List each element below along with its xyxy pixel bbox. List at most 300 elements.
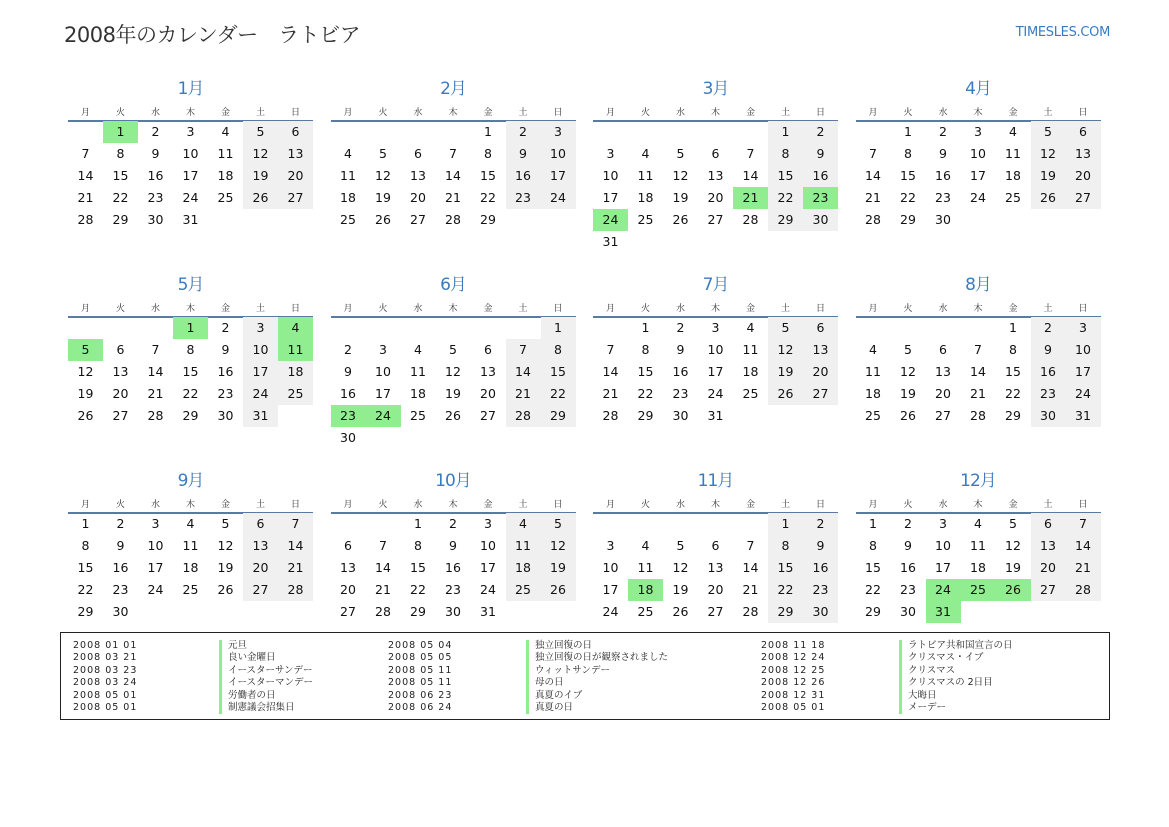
weekday-label: 金 [1008,500,1018,510]
holiday-day-cell: 1 [173,317,208,339]
day-cell: 3 [606,538,615,553]
holiday-day-cell: 24 [366,405,401,427]
day-cell: 31 [243,405,278,427]
day-cell: 4 [641,146,650,161]
day-cell: 28 [77,212,94,227]
day-cell: 22 [768,187,803,209]
day-cell: 26 [672,212,689,227]
day-cell: 6 [803,317,838,339]
day-cell: 6 [1066,121,1101,143]
weekday-header [593,496,838,514]
holiday-date: 2008 03 23 [73,664,138,676]
day-cell: 22 [182,386,199,401]
weekday-label: 火 [640,304,650,314]
day-cell: 27 [340,604,356,619]
month-name: 7月 [702,275,729,295]
day-cell: 29 [77,604,94,619]
weekday-label: 木 [448,108,458,118]
day-cell: 8 [869,538,877,553]
holiday-name: 母の日 [526,677,564,689]
day-cell: 8 [81,538,90,553]
day-cell: 30 [672,408,689,423]
holiday-name: 元旦 [219,640,247,652]
day-cell: 7 [379,538,387,553]
day-cell: 5 [541,513,576,535]
day-cell: 12 [672,168,689,183]
day-cell: 2 [939,124,947,139]
day-cell: 11 [340,168,356,183]
day-cell: 19 [541,557,576,579]
day-cell: 5 [1009,516,1017,531]
page-title: 2008年のカレンダー ラトビア [64,23,361,47]
day-cell: 16 [147,168,164,183]
day-cell: 24 [970,190,986,205]
day-cell: 19 [445,386,461,401]
site-link[interactable]: TIMESLES.COM [1015,25,1110,40]
day-cell: 25 [742,386,759,401]
day-cell: 9 [676,342,685,357]
holiday-date: 2008 12 24 [761,652,826,664]
holiday-date: 2008 03 24 [73,677,138,689]
day-cell: 11 [970,538,986,553]
holiday-name: ウィットサンデー [526,665,610,677]
weekday-label: 火 [903,304,913,314]
day-cell: 22 [865,582,881,597]
weekday-label: 土 [780,500,790,510]
day-cell: 5 [379,146,387,161]
weekday-label: 木 [185,304,195,314]
day-cell: 18 [182,560,199,575]
day-cell: 7 [506,339,541,361]
day-cell: 8 [641,342,650,357]
holiday-day-cell: 31 [926,601,961,623]
day-cell: 13 [707,560,724,575]
weekday-label: 金 [745,304,755,314]
day-cell: 16 [340,386,356,401]
weekday-label: 月 [868,108,878,118]
day-cell: 6 [278,121,313,143]
weekday-label: 金 [483,304,493,314]
day-cell: 13 [935,364,951,379]
day-cell: 21 [742,582,759,597]
day-cell: 24 [147,582,164,597]
day-cell: 15 [865,560,881,575]
day-cell: 15 [112,168,129,183]
day-cell: 13 [480,364,496,379]
holiday-day-cell: 23 [331,405,366,427]
holiday-name: イースターマンデー [219,677,313,689]
weekday-header [856,104,1101,122]
day-cell: 13 [707,168,724,183]
weekday-label: 火 [903,500,913,510]
day-cell: 26 [768,383,803,405]
day-cell: 11 [1005,146,1021,161]
day-cell: 9 [904,538,912,553]
weekday-header [331,104,576,122]
day-cell: 11 [865,364,881,379]
day-cell: 15 [1005,364,1021,379]
day-cell: 23 [445,582,461,597]
weekday-label: 土 [780,108,790,118]
day-cell: 23 [935,190,951,205]
day-cell: 5 [1031,121,1066,143]
weekday-label: 日 [1078,500,1088,510]
day-cell: 16 [506,165,541,187]
day-cell: 2 [803,513,838,535]
day-cell: 19 [243,165,278,187]
day-cell: 11 [217,146,234,161]
day-cell: 10 [243,339,278,361]
weekday-label: 月 [868,500,878,510]
day-cell: 19 [1005,560,1021,575]
weekday-label: 金 [1008,304,1018,314]
day-cell: 28 [865,212,881,227]
weekday-label: 水 [150,108,160,118]
day-cell: 30 [935,212,951,227]
day-cell: 20 [278,165,313,187]
weekday-label: 水 [413,304,423,314]
day-cell: 29 [865,604,881,619]
day-cell: 21 [375,582,391,597]
day-cell: 3 [974,124,982,139]
weekday-header [331,496,576,514]
day-cell: 24 [182,190,199,205]
day-cell: 20 [112,386,129,401]
weekday-label: 月 [343,500,353,510]
holiday-day-cell: 1 [103,121,138,143]
month-name: 4月 [965,79,991,99]
holiday-name: メーデー [899,702,946,714]
weekday-label: 木 [973,304,983,314]
weekday-header [68,496,313,514]
day-cell: 1 [641,320,650,335]
day-cell: 31 [602,234,619,249]
day-cell: 3 [939,516,947,531]
day-cell: 12 [217,538,234,553]
day-cell: 21 [77,190,94,205]
day-cell: 28 [742,212,759,227]
day-cell: 20 [935,386,951,401]
holiday-date: 2008 12 31 [761,689,826,701]
day-cell: 9 [939,146,947,161]
day-cell: 18 [410,386,426,401]
month-name: 12月 [960,471,996,491]
day-cell: 21 [970,386,986,401]
month-name: 8月 [965,275,991,295]
day-cell: 10 [602,168,619,183]
weekday-label: 金 [745,108,755,118]
weekday-label: 日 [553,500,563,510]
day-cell: 10 [970,146,986,161]
day-cell: 13 [112,364,129,379]
day-cell: 15 [480,168,496,183]
weekday-label: 日 [1078,304,1088,314]
weekday-label: 火 [640,500,650,510]
day-cell: 17 [1066,361,1101,383]
weekday-label: 金 [483,108,493,118]
day-cell: 25 [278,383,313,405]
day-cell: 13 [340,560,356,575]
weekday-label: 木 [710,108,720,118]
day-cell: 10 [375,364,391,379]
weekday-label: 水 [675,500,685,510]
day-cell: 16 [112,560,129,575]
day-cell: 16 [445,560,461,575]
day-cell: 17 [707,364,724,379]
weekday-label: 土 [1043,500,1053,510]
day-cell: 27 [1031,579,1066,601]
holiday-date: 2008 12 26 [761,677,826,689]
day-cell: 14 [445,168,461,183]
day-cell: 31 [480,604,496,619]
weekday-label: 火 [378,108,388,118]
weekday-label: 日 [290,304,300,314]
day-cell: 28 [147,408,164,423]
weekday-label: 水 [938,500,948,510]
day-cell: 10 [935,538,951,553]
day-cell: 2 [1031,317,1066,339]
day-cell: 13 [278,143,313,165]
holiday-date: 2008 06 24 [388,701,453,713]
day-cell: 12 [768,339,803,361]
day-cell: 28 [602,408,619,423]
day-cell: 4 [414,342,422,357]
weekday-label: 土 [1043,108,1053,118]
weekday-header [856,300,1101,318]
day-cell: 21 [147,386,164,401]
weekday-label: 月 [605,108,615,118]
day-cell: 30 [1031,405,1066,427]
day-cell: 3 [379,342,387,357]
day-cell: 3 [186,124,195,139]
day-cell: 29 [480,212,496,227]
day-cell: 17 [602,190,619,205]
weekday-label: 月 [343,304,353,314]
day-cell: 14 [865,168,881,183]
holiday-name: クリスマス・イブ [899,652,983,664]
day-cell: 10 [707,342,724,357]
weekday-header [68,300,313,318]
holiday-day-cell: 18 [628,579,663,601]
day-cell: 6 [711,538,720,553]
day-cell: 22 [112,190,129,205]
day-cell: 20 [707,190,724,205]
day-cell: 28 [445,212,461,227]
day-cell: 27 [480,408,496,423]
day-cell: 2 [676,320,685,335]
weekday-label: 火 [378,500,388,510]
day-cell: 29 [1005,408,1021,423]
day-cell: 8 [768,143,803,165]
day-cell: 17 [182,168,199,183]
day-cell: 20 [480,386,496,401]
day-cell: 30 [147,212,164,227]
day-cell: 27 [707,604,724,619]
day-cell: 21 [278,557,313,579]
day-cell: 9 [116,538,125,553]
day-cell: 4 [506,513,541,535]
holiday-day-cell: 23 [803,187,838,209]
day-cell: 4 [746,320,755,335]
day-cell: 15 [900,168,916,183]
day-cell: 5 [221,516,230,531]
day-cell: 19 [672,582,689,597]
weekday-label: 日 [290,108,300,118]
day-cell: 8 [1009,342,1017,357]
day-cell: 22 [410,582,426,597]
day-cell: 14 [278,535,313,557]
weekday-label: 土 [518,500,528,510]
day-cell: 22 [541,383,576,405]
day-cell: 25 [1005,190,1021,205]
day-cell: 16 [900,560,916,575]
day-cell: 2 [449,516,457,531]
day-cell: 15 [410,560,426,575]
day-cell: 10 [1066,339,1101,361]
weekday-label: 水 [413,108,423,118]
holiday-day-cell: 26 [996,579,1031,601]
weekday-label: 日 [815,108,825,118]
day-cell: 6 [939,342,947,357]
holiday-date: 2008 05 11 [388,664,453,676]
day-cell: 28 [970,408,986,423]
weekday-label: 金 [220,500,230,510]
day-cell: 16 [1031,361,1066,383]
day-cell: 4 [221,124,230,139]
day-cell: 23 [112,582,129,597]
day-cell: 7 [1066,513,1101,535]
day-cell: 19 [1031,165,1066,187]
day-cell: 5 [243,121,278,143]
weekday-label: 木 [185,500,195,510]
day-cell: 4 [186,516,195,531]
day-cell: 23 [672,386,689,401]
holiday-name: 真夏のイブ [526,690,582,702]
day-cell: 12 [445,364,461,379]
weekday-label: 水 [675,108,685,118]
day-cell: 14 [506,361,541,383]
day-cell: 13 [410,168,426,183]
day-cell: 4 [641,538,650,553]
day-cell: 26 [243,187,278,209]
day-cell: 26 [900,408,916,423]
weekday-label: 火 [115,304,125,314]
day-cell: 19 [672,190,689,205]
day-cell: 8 [116,146,125,161]
day-cell: 2 [904,516,912,531]
day-cell: 21 [445,190,461,205]
day-cell: 16 [935,168,951,183]
day-cell: 17 [602,582,619,597]
day-cell: 27 [243,579,278,601]
day-cell: 14 [970,364,986,379]
day-cell: 1 [81,516,90,531]
day-cell: 25 [865,408,881,423]
weekday-label: 水 [150,500,160,510]
day-cell: 5 [676,538,685,553]
month-name: 9月 [177,471,204,491]
holiday-date: 2008 06 23 [388,689,453,701]
day-cell: 17 [541,165,576,187]
month-name: 3月 [702,79,729,99]
day-cell: 2 [221,320,230,335]
day-cell: 31 [1066,405,1101,427]
day-cell: 25 [340,212,356,227]
day-cell: 28 [375,604,391,619]
day-cell: 11 [637,560,654,575]
day-cell: 10 [182,146,199,161]
day-cell: 20 [340,582,356,597]
day-cell: 27 [1066,187,1101,209]
day-cell: 24 [1066,383,1101,405]
day-cell: 20 [243,557,278,579]
day-cell: 4 [1009,124,1017,139]
weekday-header [593,104,838,122]
day-cell: 5 [768,317,803,339]
day-cell: 12 [672,560,689,575]
holiday-date: 2008 05 01 [73,689,138,701]
day-cell: 13 [243,535,278,557]
day-cell: 8 [484,146,492,161]
weekday-label: 木 [448,304,458,314]
day-cell: 1 [1009,320,1017,335]
day-cell: 1 [414,516,422,531]
day-cell: 24 [602,604,619,619]
day-cell: 7 [869,146,877,161]
day-cell: 16 [217,364,234,379]
day-cell: 30 [445,604,461,619]
month-name: 2月 [440,79,466,99]
day-cell: 16 [672,364,689,379]
weekday-label: 木 [185,108,195,118]
day-cell: 28 [1066,579,1101,601]
holiday-name: 制憲議会招集日 [219,702,295,714]
day-cell: 14 [77,168,94,183]
holiday-date: 2008 05 05 [388,652,453,664]
weekday-label: 火 [115,500,125,510]
holiday-name: 良い金曜日 [219,652,276,664]
day-cell: 17 [970,168,986,183]
day-cell: 25 [506,579,541,601]
day-cell: 2 [116,516,125,531]
weekday-label: 日 [815,500,825,510]
day-cell: 17 [147,560,164,575]
weekday-label: 月 [343,108,353,118]
day-cell: 26 [217,582,234,597]
day-cell: 3 [1066,317,1101,339]
day-cell: 4 [869,342,877,357]
day-cell: 9 [449,538,457,553]
day-cell: 11 [637,168,654,183]
day-cell: 14 [742,168,759,183]
day-cell: 11 [182,538,199,553]
day-cell: 17 [480,560,496,575]
weekday-label: 月 [80,500,90,510]
holiday-date: 2008 05 11 [388,677,453,689]
day-cell: 20 [1031,557,1066,579]
day-cell: 2 [803,121,838,143]
day-cell: 12 [1031,143,1066,165]
holiday-name: 独立回復の日が観察されました [526,652,668,664]
day-cell: 25 [217,190,234,205]
day-cell: 19 [77,386,94,401]
day-cell: 5 [676,146,685,161]
day-cell: 11 [410,364,426,379]
month-name: 5月 [177,275,204,295]
month-name: 1月 [177,79,204,99]
holiday-name: 大晦日 [899,690,937,702]
holiday-day-cell: 24 [593,209,628,231]
